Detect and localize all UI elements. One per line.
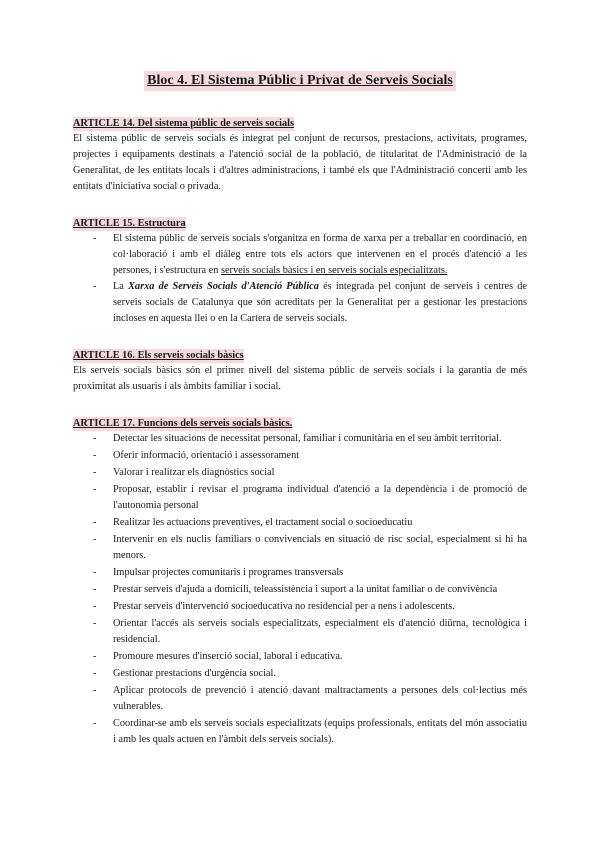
article-15-item1-text: El sistema públic de serveis socials s'organitza en forma de xarxa per a treballar en coordinació, en col·laboració i amb el diàleg entre tots els actors que intervenen en el procés d'atenció a les persones, i s'estructura en bbox=[113, 233, 527, 276]
article-14-text: El sistema públic de serveis socials és integrat pel conjunt de recursos, prestacions, activitats, programes, projectes i equipaments destinats a l'atenció social de la població, de titularitat de l'Administració de la Generalitat, de les entitats locals i d'altres administracions, i també els que l'Administració concerti amb les entitats d'iniciativa social o privada. bbox=[73, 133, 527, 192]
article-17-list bbox=[73, 431, 527, 748]
list-item bbox=[93, 515, 527, 531]
list-item bbox=[93, 666, 527, 682]
title-wrap bbox=[73, 0, 527, 91]
list-item bbox=[93, 465, 527, 481]
bullet-dash: - bbox=[93, 281, 97, 292]
article-14-heading: ARTICLE 14. Del sistema públic de serveis socials bbox=[73, 118, 295, 129]
list-item bbox=[93, 716, 527, 748]
article-16 bbox=[73, 345, 527, 395]
article-15-heading: ARTICLE 15. Estructura bbox=[73, 218, 186, 229]
article-15-list bbox=[73, 231, 527, 327]
bullet-dash: - bbox=[93, 718, 97, 729]
bullet-dash: - bbox=[93, 668, 97, 679]
bullet-dash: - bbox=[93, 618, 97, 629]
list-item bbox=[93, 649, 527, 665]
list-item bbox=[93, 683, 527, 715]
function-item-text: Detectar les situacions de necessitat personal, familiar i comunitària en el seu àmbit territorial. bbox=[113, 433, 502, 444]
list-item bbox=[93, 231, 527, 279]
bullet-dash: - bbox=[93, 517, 97, 528]
function-item-text: Intervenir en els nuclis familiars o convivencials en situació de risc social, especialment si hi ha menors. bbox=[113, 534, 527, 561]
list-item bbox=[93, 599, 527, 615]
list-item bbox=[93, 279, 527, 327]
function-item-text: Gestionar prestacions d'urgència social. bbox=[113, 668, 276, 679]
article-16-text: Els serveis socials bàsics són el primer nivell del sistema públic de serveis socials i la garantia de més proximitat als usuaris i als àmbits familiar i social. bbox=[73, 365, 527, 392]
function-item-text: Aplicar protocols de prevenció i atenció davant maltractaments a persones dels col·lectius més vulnerables. bbox=[113, 685, 527, 712]
function-item-text: Realitzar les actuacions preventives, el tractament social o socioeducatiu bbox=[113, 517, 413, 528]
list-item bbox=[93, 565, 527, 581]
list-item bbox=[93, 448, 527, 464]
bullet-dash: - bbox=[93, 233, 97, 244]
function-item-text: Prestar serveis d'intervenció socioeducativa no residencial per a nens i adolescents. bbox=[113, 601, 455, 612]
function-item-text: Valorar i realitzar els diagnòstics social bbox=[113, 467, 275, 478]
list-item bbox=[93, 616, 527, 648]
bullet-dash: - bbox=[93, 467, 97, 478]
function-item-text: Prestar serveis d'ajuda a domicili, teleassistència i suport a la unitat familiar o de convivència bbox=[113, 584, 498, 595]
function-item-text: Impulsar projectes comunitaris i programes transversals bbox=[113, 567, 344, 578]
article-17 bbox=[73, 413, 527, 748]
bullet-dash: - bbox=[93, 685, 97, 696]
list-item bbox=[93, 431, 527, 447]
bullet-dash: - bbox=[93, 484, 97, 495]
list-item bbox=[93, 532, 527, 564]
article-15 bbox=[73, 213, 527, 327]
bullet-dash: - bbox=[93, 534, 97, 545]
article-15-item2-emphasis: Xarxa de Serveis Socials d'Atenció Pública bbox=[128, 281, 319, 292]
list-item bbox=[93, 582, 527, 598]
article-15-item1-underlined: serveis socials bàsics i en serveis socials especialitzats. bbox=[220, 265, 448, 276]
bullet-dash: - bbox=[93, 450, 97, 461]
article-16-heading: ARTICLE 16. Els serveis socials bàsics bbox=[73, 350, 244, 361]
function-item-text: Orientar l'accés als serveis socials especialitzats, especialment els d'atenció diürna, tecnològica i residencial. bbox=[113, 618, 527, 645]
function-item-text: Promoure mesures d'inserció social, laboral i educativa. bbox=[113, 651, 343, 662]
bullet-dash: - bbox=[93, 433, 97, 444]
bullet-dash: - bbox=[93, 584, 97, 595]
bullet-dash: - bbox=[93, 651, 97, 662]
article-17-heading: ARTICLE 17. Funcions dels serveis socials bàsics. bbox=[73, 418, 293, 429]
bullet-dash: - bbox=[93, 601, 97, 612]
article-14 bbox=[73, 113, 527, 195]
article-15-item2-prefix: La bbox=[113, 281, 129, 292]
function-item-text: Coordinar-se amb els serveis socials especialitzats (equips professionals, entitats del món associatiu i amb les quals actuen en l'àmbit dels serveis socials). bbox=[113, 718, 527, 745]
bullet-dash: - bbox=[93, 567, 97, 578]
function-item-text: Oferir informació, orientació i assessorament bbox=[113, 450, 300, 461]
list-item bbox=[93, 482, 527, 514]
function-item-text: Proposar, establir i revisar el programa individual d'atenció a la dependència i de promoció de l'autonomia personal bbox=[113, 484, 527, 511]
document-title: Bloc 4. El Sistema Públic i Privat de Serveis Socials bbox=[144, 71, 456, 91]
article-15-item2-text: és integrada pel conjunt de serveis i centres de serveis socials de Catalunya que són acreditats per la Generalitat per a gestionar les prestacions incloses en aquesta llei o en la Cartera de serveis socials. bbox=[113, 281, 528, 324]
